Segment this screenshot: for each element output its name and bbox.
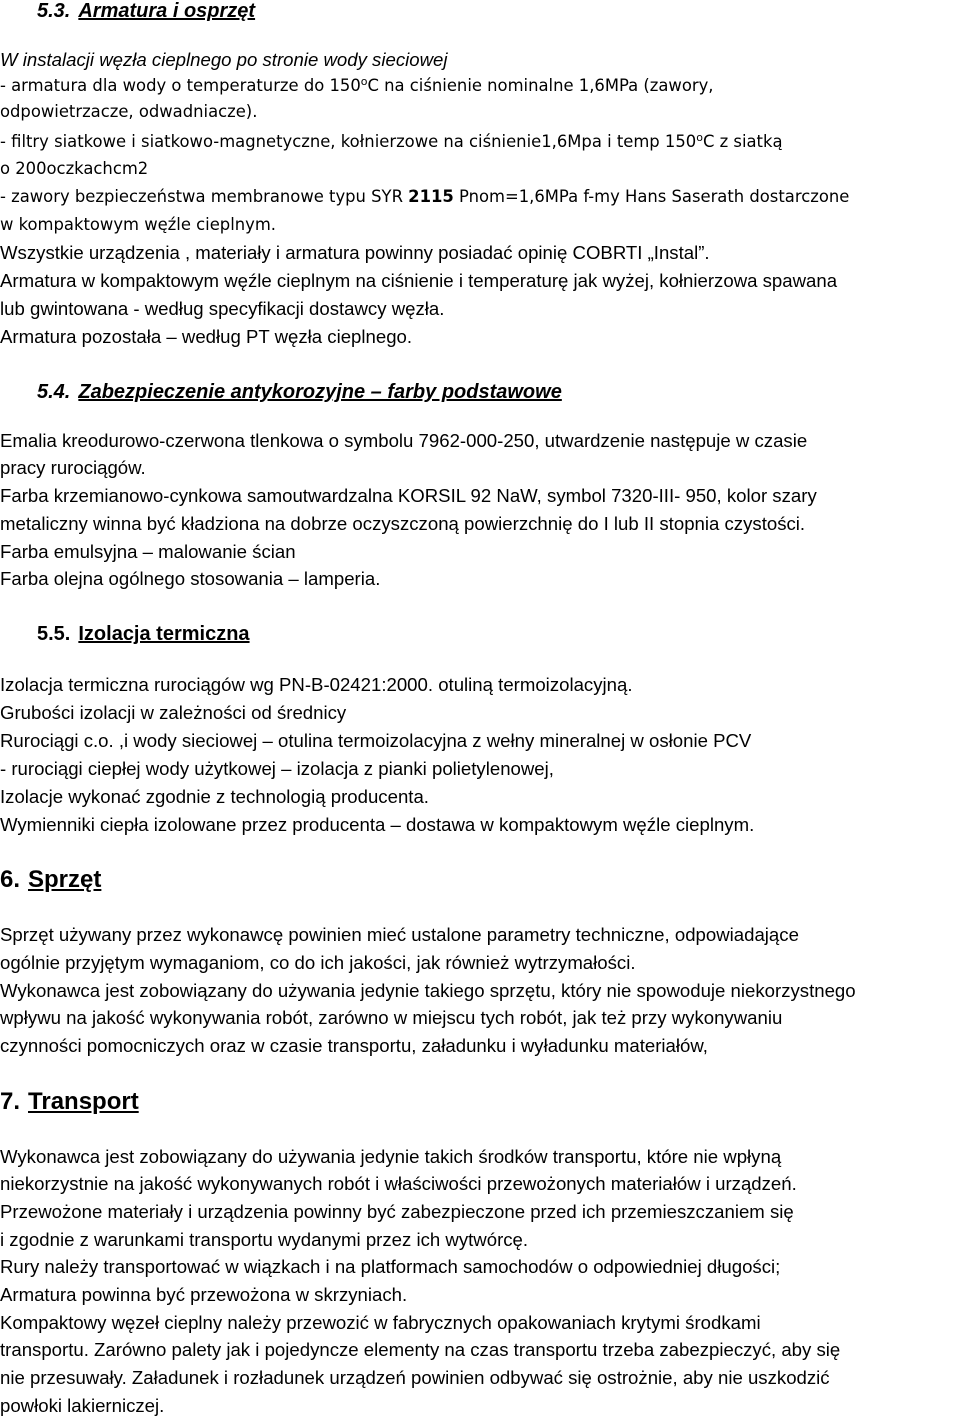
paragraph-line: Rury należy transportować w wiązkach i na platformach samochodów o odpowiedniej długości;: [0, 1256, 781, 1277]
section-5-3-heading: [37, 0, 255, 23]
section-title: Transport: [28, 1088, 139, 1115]
paragraph-line: Wymienniki ciepła izolowane przez producenta – dostawa w kompaktowym węźle cieplnym.: [0, 814, 755, 835]
paragraph-line: odpowietrzacze, odwadniacze).: [0, 102, 258, 121]
paragraph-line: Kompaktowy węzeł cieplny należy przewozić w fabrycznych opakowaniach krytymi środkami: [0, 1312, 761, 1333]
paragraph-line: wpływu na jakość wykonywania robót, zarówno w miejscu tych robót, jak też przy wykonywaniu: [0, 1007, 783, 1028]
paragraph-line: Przewożone materiały i urządzenia powinny być zabezpieczone przed ich przemieszczaniem się: [0, 1201, 794, 1222]
paragraph-line: Armatura pozostała – według PT węzła cieplnego.: [0, 326, 413, 347]
paragraph-line: - zawory bezpieczeństwa membranowe typu SYR 2115 Pnom=1,6MPa f-my Hans Saserath dostarczone: [0, 187, 850, 206]
paragraph-line: Farba krzemianowo-cynkowa samoutwardzalna KORSIL 92 NaW, symbol 7320-III- 950, kolor szary: [0, 485, 817, 506]
paragraph-line: metaliczny winna być kładziona na dobrze oczyszczoną powierzchnię do I lub II stopnia czystości.: [0, 513, 806, 534]
paragraph-line: - filtry siatkowe i siatkowo-magnetyczne, kołnierzowe na ciśnienie1,6Mpa i temp 150$^o$C z siatką: [0, 131, 783, 151]
section-title: Zabezpieczenie antykorozyjne – farby podstawowe: [78, 381, 562, 403]
paragraph-line: - armatura dla wody o temperaturze do 150$^o$C na ciśnienie nominalne 1,6MPa (zawory,: [0, 75, 714, 95]
paragraph-line: i zgodnie z warunkami transportu wydanymi przez ich wytwórcę.: [0, 1229, 529, 1250]
paragraph-line: Izolacja termiczna rurociągów wg PN-B-02421:2000. otuliną termoizolacyjną.: [0, 674, 633, 695]
paragraph-line: powłoki lakierniczej.: [0, 1395, 165, 1416]
paragraph-line: Emalia kreodurowo-czerwona tlenkowa o symbolu 7962-000-250, utwardzenie następuje w czasie: [0, 430, 808, 451]
paragraph-line: ogólnie przyjętym wymaganiom, co do ich jakości, jak również wytrzymałości.: [0, 952, 636, 973]
section-number: 7.: [0, 1088, 21, 1115]
section-number: 5.5.: [37, 623, 71, 645]
paragraph-line: w kompaktowym węźle cieplnym.: [0, 215, 277, 234]
paragraph-line: Grubości izolacji w zależności od średnicy: [0, 702, 347, 723]
paragraph-line: Wszystkie urządzenia , materiały i armatura powinny posiadać opinię COBRTI „Instal”.: [0, 242, 710, 263]
paragraph-line: Armatura w kompaktowym węźle cieplnym na ciśnienie i temperaturę jak wyżej, kołnierzowa spawana: [0, 270, 838, 291]
paragraph-line: pracy rurociągów.: [0, 457, 146, 478]
section-7-heading: [0, 1088, 139, 1116]
paragraph-line: Wykonawca jest zobowiązany do używania jedynie takiego sprzętu, który nie spowoduje niekorzystnego: [0, 980, 856, 1001]
section-title: Armatura i osprzęt: [78, 0, 256, 22]
section-6-heading: [0, 866, 101, 894]
section-title: Sprzęt: [28, 866, 102, 893]
paragraph-line: W instalacji węzła cieplnego po stronie wody sieciowej: [0, 49, 448, 70]
paragraph-line: - rurociągi ciepłej wody użytkowej – izolacja z pianki polietylenowej,: [0, 758, 554, 779]
section-5-5-heading: [37, 622, 250, 646]
paragraph-line: lub gwintowana - według specyfikacji dostawcy węzła.: [0, 298, 445, 319]
paragraph-line: Wykonawca jest zobowiązany do używania jedynie takich środków transportu, które nie wpłyną: [0, 1146, 782, 1167]
paragraph-line: niekorzystnie na jakość wykonywanych robót i właściwości przewożonych materiałów i urządzeń.: [0, 1173, 797, 1194]
section-5-4-heading: [37, 380, 562, 404]
section-number: 5.3.: [37, 0, 71, 22]
paragraph-line: transportu. Zarówno palety jak i pojedyncze elementy na czas transportu trzeba zabezpieczyć, aby się: [0, 1339, 841, 1360]
paragraph-line: Farba olejna ogólnego stosowania – lamperia.: [0, 568, 381, 589]
paragraph-line: o 200oczkachcm2: [0, 159, 149, 178]
section-title: Izolacja termiczna: [78, 623, 250, 645]
paragraph-line: Rurociągi c.o. ,i wody sieciowej – otulina termoizolacyjna z wełny mineralnej w osłonie PCV: [0, 730, 752, 751]
section-number: 6.: [0, 866, 21, 893]
section-number: 5.4.: [37, 381, 71, 403]
paragraph-line: Armatura powinna być przewożona w skrzyniach.: [0, 1284, 408, 1305]
paragraph-line: Farba emulsyjna – malowanie ścian: [0, 541, 296, 562]
paragraph-line: Izolacje wykonać zgodnie z technologią producenta.: [0, 786, 429, 807]
paragraph-line: czynności pomocniczych oraz w czasie transportu, załadunku i wyładunku materiałów,: [0, 1035, 708, 1056]
paragraph-line: nie przesuwały. Załadunek i rozładunek urządzeń powinien odbywać się ostrożnie, aby nie uszkodzić: [0, 1367, 830, 1388]
paragraph-line: Sprzęt używany przez wykonawcę powinien mieć ustalone parametry techniczne, odpowiadające: [0, 924, 799, 945]
